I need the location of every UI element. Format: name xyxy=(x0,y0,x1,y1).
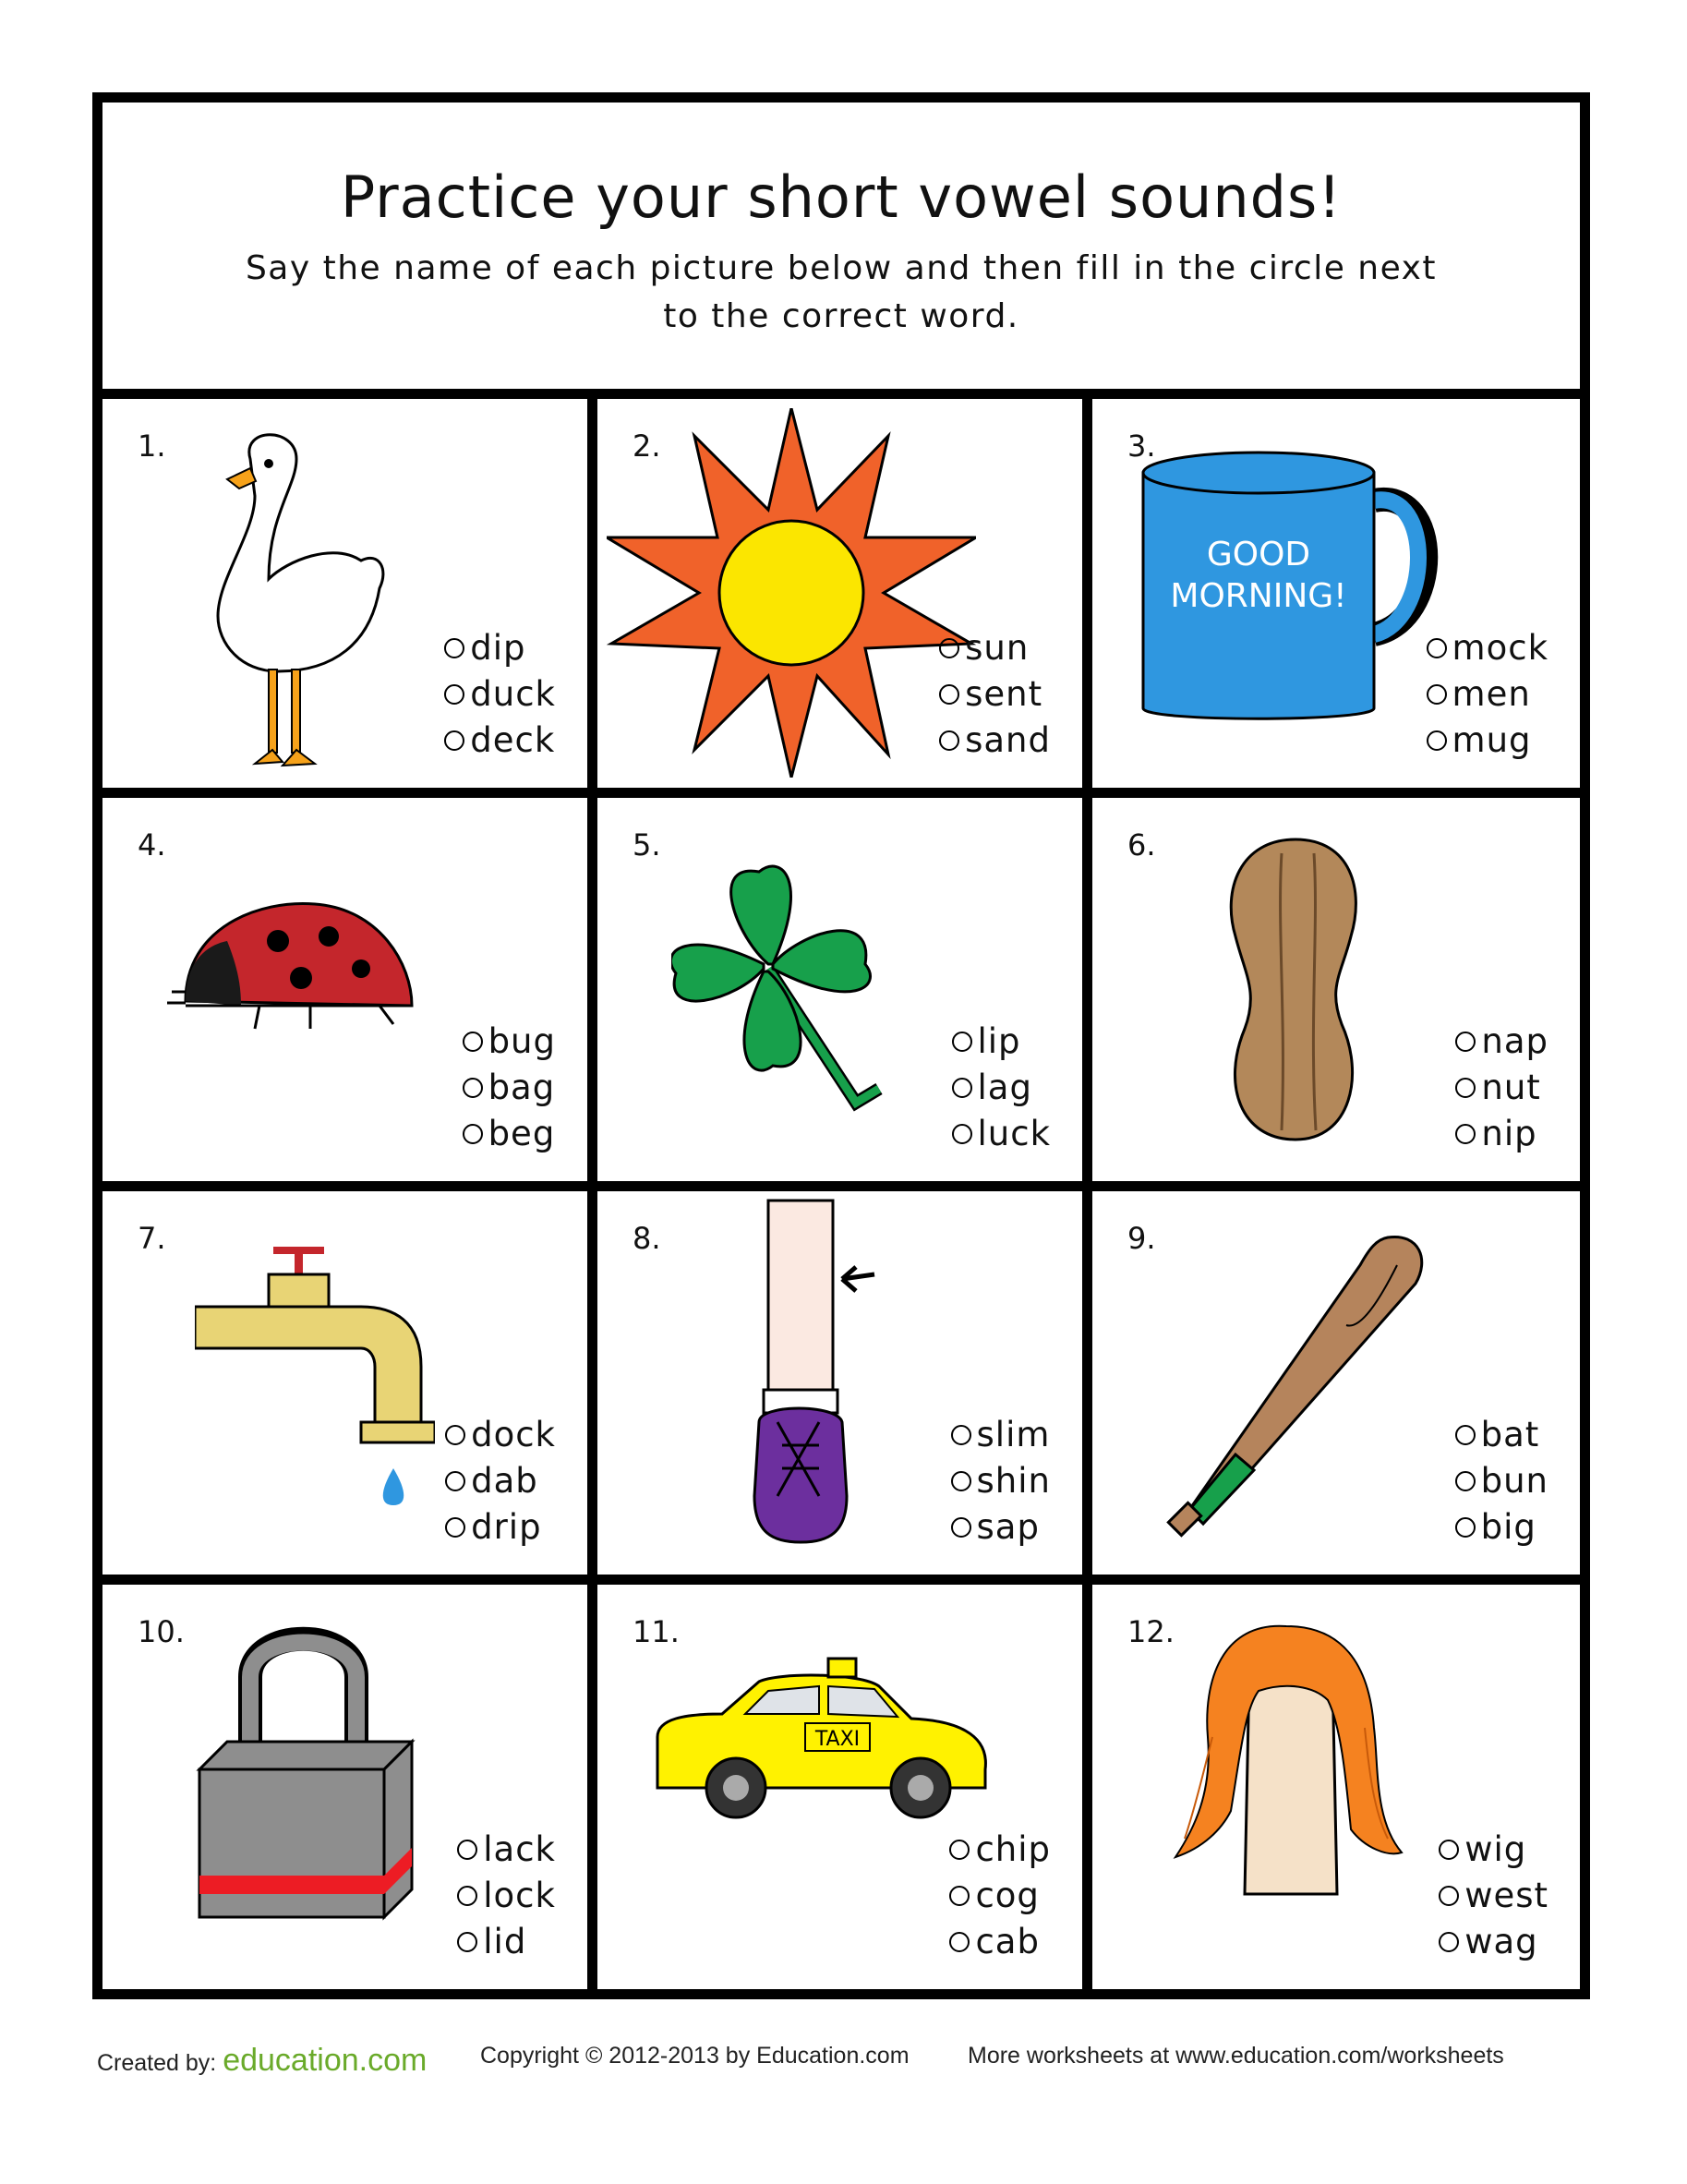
answer-radio[interactable] xyxy=(444,684,464,705)
answer-options xyxy=(457,1827,556,1965)
grid-divider xyxy=(102,1181,1580,1191)
answer-options xyxy=(952,1019,1052,1157)
answer-label: sent xyxy=(965,674,1043,714)
answer-option[interactable] xyxy=(463,1019,556,1065)
answer-options xyxy=(949,1827,1051,1965)
answer-radio[interactable] xyxy=(463,1032,483,1052)
answer-radio[interactable] xyxy=(1439,1886,1459,1906)
item-cell xyxy=(597,798,1082,1181)
item-number: 7. xyxy=(138,1221,166,1256)
answer-option[interactable] xyxy=(1455,1504,1548,1551)
answer-option[interactable] xyxy=(939,718,1051,764)
answer-label: shin xyxy=(976,1461,1051,1501)
item-number: 3. xyxy=(1127,428,1156,464)
item-cell xyxy=(597,1585,1082,1989)
answer-option[interactable] xyxy=(445,1458,556,1504)
answer-radio[interactable] xyxy=(1439,1840,1459,1860)
svg-text:GOOD: GOOD xyxy=(1206,536,1311,573)
item-cell xyxy=(1092,1191,1580,1575)
created-by-label: Created by: xyxy=(97,2050,217,2076)
answer-option[interactable] xyxy=(952,1111,1052,1157)
peanut-icon xyxy=(1212,835,1379,1149)
grid-divider xyxy=(102,1575,1580,1585)
clover-icon xyxy=(671,853,902,1130)
answer-radio[interactable] xyxy=(445,1517,465,1538)
answer-radio[interactable] xyxy=(949,1840,970,1860)
answer-radio[interactable] xyxy=(951,1517,971,1538)
grid-divider xyxy=(102,788,1580,798)
answer-option[interactable] xyxy=(457,1919,556,1965)
answer-option[interactable] xyxy=(952,1019,1052,1065)
footer-created-by xyxy=(97,2043,427,2079)
item-cell xyxy=(1092,399,1580,788)
answer-option[interactable] xyxy=(444,671,556,718)
answer-option[interactable] xyxy=(463,1111,556,1157)
instructions: Say the name of each picture below and then fill in the circle next to the correct word. xyxy=(245,249,1438,335)
answer-option[interactable] xyxy=(939,625,1051,671)
answer-radio[interactable] xyxy=(1455,1517,1476,1538)
answer-label: deck xyxy=(470,720,556,760)
answer-option[interactable] xyxy=(952,1065,1052,1111)
answer-label: luck xyxy=(977,1114,1051,1153)
answer-option[interactable] xyxy=(1455,1412,1548,1458)
answer-options xyxy=(951,1412,1051,1551)
answer-option[interactable] xyxy=(949,1873,1051,1919)
answer-label: mug xyxy=(1452,720,1532,760)
answer-radio[interactable] xyxy=(463,1078,483,1098)
answer-label: slim xyxy=(976,1415,1051,1454)
answer-label: sun xyxy=(965,628,1030,668)
answer-option[interactable] xyxy=(939,671,1051,718)
answer-options xyxy=(939,625,1051,764)
wig-icon xyxy=(1166,1617,1406,1949)
answer-label: drip xyxy=(471,1507,542,1547)
answer-label: dip xyxy=(470,628,526,668)
sun-icon xyxy=(607,408,976,778)
answer-radio[interactable] xyxy=(445,1471,465,1491)
grid-divider xyxy=(1082,399,1092,1989)
item-number: 4. xyxy=(138,827,166,863)
picture-grid xyxy=(102,399,1580,1989)
item-number: 10. xyxy=(138,1614,185,1649)
answer-label: men xyxy=(1452,674,1531,714)
shin-icon xyxy=(750,1191,934,1561)
answer-options xyxy=(1455,1019,1548,1157)
item-cell xyxy=(597,1191,1082,1575)
answer-option[interactable] xyxy=(1455,1019,1548,1065)
answer-radio[interactable] xyxy=(939,684,959,705)
answer-radio[interactable] xyxy=(444,730,464,751)
answer-option[interactable] xyxy=(949,1827,1051,1873)
answer-option[interactable] xyxy=(457,1873,556,1919)
answer-label: lag xyxy=(977,1068,1032,1107)
ladybug-icon xyxy=(149,890,426,1056)
answer-label: sap xyxy=(976,1507,1040,1547)
faucet-icon xyxy=(195,1237,435,1533)
answer-radio[interactable] xyxy=(457,1932,477,1952)
answer-radio[interactable] xyxy=(445,1425,465,1445)
answer-label: beg xyxy=(488,1114,556,1153)
item-number: 11. xyxy=(633,1614,680,1649)
item-number: 8. xyxy=(633,1221,661,1256)
answer-options xyxy=(1439,1827,1548,1965)
svg-text:TAXI: TAXI xyxy=(814,1728,861,1751)
answer-options xyxy=(463,1019,556,1157)
duck-icon xyxy=(167,422,407,773)
answer-label: west xyxy=(1464,1876,1548,1915)
answer-radio[interactable] xyxy=(1455,1471,1476,1491)
answer-option[interactable] xyxy=(1455,1111,1548,1157)
brand-logo[interactable]: education.com xyxy=(223,2043,428,2078)
answer-option[interactable] xyxy=(457,1827,556,1873)
answer-option[interactable] xyxy=(951,1504,1051,1551)
item-cell xyxy=(1092,798,1580,1181)
taxi-icon xyxy=(648,1654,999,1829)
answer-option[interactable] xyxy=(463,1065,556,1111)
answer-label: chip xyxy=(975,1829,1051,1869)
answer-option[interactable] xyxy=(1455,1458,1548,1504)
answer-label: mock xyxy=(1452,628,1548,668)
answer-option[interactable] xyxy=(1455,1065,1548,1111)
answer-option[interactable] xyxy=(1427,718,1548,764)
answer-option[interactable] xyxy=(445,1504,556,1551)
answer-label: cab xyxy=(975,1922,1040,1961)
answer-label: wag xyxy=(1464,1922,1538,1961)
answer-radio[interactable] xyxy=(1427,638,1447,658)
mug-icon xyxy=(1139,445,1443,741)
answer-radio[interactable] xyxy=(939,730,959,751)
answer-label: dab xyxy=(471,1461,538,1501)
answer-options xyxy=(1455,1412,1548,1551)
answer-radio[interactable] xyxy=(1455,1032,1476,1052)
answer-radio[interactable] xyxy=(1455,1078,1476,1098)
svg-text:MORNING!: MORNING! xyxy=(1170,577,1347,615)
worksheet xyxy=(92,92,1590,1999)
answer-radio[interactable] xyxy=(457,1886,477,1906)
answer-option[interactable] xyxy=(1439,1827,1548,1873)
worksheet-header xyxy=(102,103,1580,399)
answer-radio[interactable] xyxy=(949,1932,970,1952)
answer-radio[interactable] xyxy=(952,1124,972,1144)
answer-label: bat xyxy=(1480,1415,1540,1454)
answer-radio[interactable] xyxy=(951,1471,971,1491)
answer-label: wig xyxy=(1464,1829,1527,1869)
copyright-text: Copyright © 2012-2013 by Education.com xyxy=(480,2043,910,2069)
answer-label: bun xyxy=(1480,1461,1548,1501)
item-cell xyxy=(102,399,587,788)
more-worksheets-link[interactable]: More worksheets at www.education.com/worksheets xyxy=(968,2043,1504,2069)
answer-options xyxy=(1427,625,1548,764)
item-number: 6. xyxy=(1127,827,1156,863)
item-number: 9. xyxy=(1127,1221,1156,1256)
item-number: 1. xyxy=(138,428,166,464)
answer-radio[interactable] xyxy=(1427,684,1447,705)
answer-label: dock xyxy=(471,1415,556,1454)
answer-label: sand xyxy=(965,720,1051,760)
answer-label: big xyxy=(1480,1507,1536,1547)
answer-radio[interactable] xyxy=(939,638,959,658)
answer-label: lack xyxy=(483,1829,556,1869)
answer-option[interactable] xyxy=(1427,625,1548,671)
answer-radio[interactable] xyxy=(1427,730,1447,751)
answer-label: bag xyxy=(488,1068,556,1107)
answer-radio[interactable] xyxy=(463,1124,483,1144)
answer-label: lock xyxy=(483,1876,556,1915)
answer-label: duck xyxy=(470,674,556,714)
answer-label: bug xyxy=(488,1021,556,1061)
item-cell xyxy=(102,798,587,1181)
answer-option[interactable] xyxy=(444,625,556,671)
answer-radio[interactable] xyxy=(952,1078,972,1098)
answer-option[interactable] xyxy=(444,718,556,764)
item-number: 2. xyxy=(633,428,661,464)
answer-option[interactable] xyxy=(445,1412,556,1458)
item-cell xyxy=(597,399,1082,788)
bat-icon xyxy=(1139,1228,1434,1561)
answer-radio[interactable] xyxy=(949,1886,970,1906)
answer-option[interactable] xyxy=(951,1412,1051,1458)
answer-radio[interactable] xyxy=(952,1032,972,1052)
item-cell xyxy=(102,1191,587,1575)
answer-radio[interactable] xyxy=(457,1840,477,1860)
answer-label: cog xyxy=(975,1876,1040,1915)
answer-radio[interactable] xyxy=(951,1425,971,1445)
answer-option[interactable] xyxy=(951,1458,1051,1504)
grid-divider xyxy=(587,399,597,1989)
answer-options xyxy=(444,625,556,764)
answer-option[interactable] xyxy=(1439,1873,1548,1919)
answer-option[interactable] xyxy=(1439,1919,1548,1965)
answer-radio[interactable] xyxy=(1439,1932,1459,1952)
page-title: Practice your short vowel sounds! xyxy=(340,163,1343,231)
item-cell xyxy=(1092,1585,1580,1989)
answer-options xyxy=(445,1412,556,1551)
answer-label: nip xyxy=(1481,1114,1537,1153)
lock-icon xyxy=(195,1622,435,1936)
answer-radio[interactable] xyxy=(1455,1425,1476,1445)
answer-option[interactable] xyxy=(949,1919,1051,1965)
answer-radio[interactable] xyxy=(1455,1124,1476,1144)
item-number: 5. xyxy=(633,827,661,863)
answer-radio[interactable] xyxy=(444,638,464,658)
answer-label: nut xyxy=(1481,1068,1541,1107)
answer-label: lip xyxy=(977,1021,1021,1061)
item-number: 12. xyxy=(1127,1614,1175,1649)
item-cell xyxy=(102,1585,587,1989)
answer-label: lid xyxy=(483,1922,527,1961)
answer-label: nap xyxy=(1481,1021,1548,1061)
answer-option[interactable] xyxy=(1427,671,1548,718)
